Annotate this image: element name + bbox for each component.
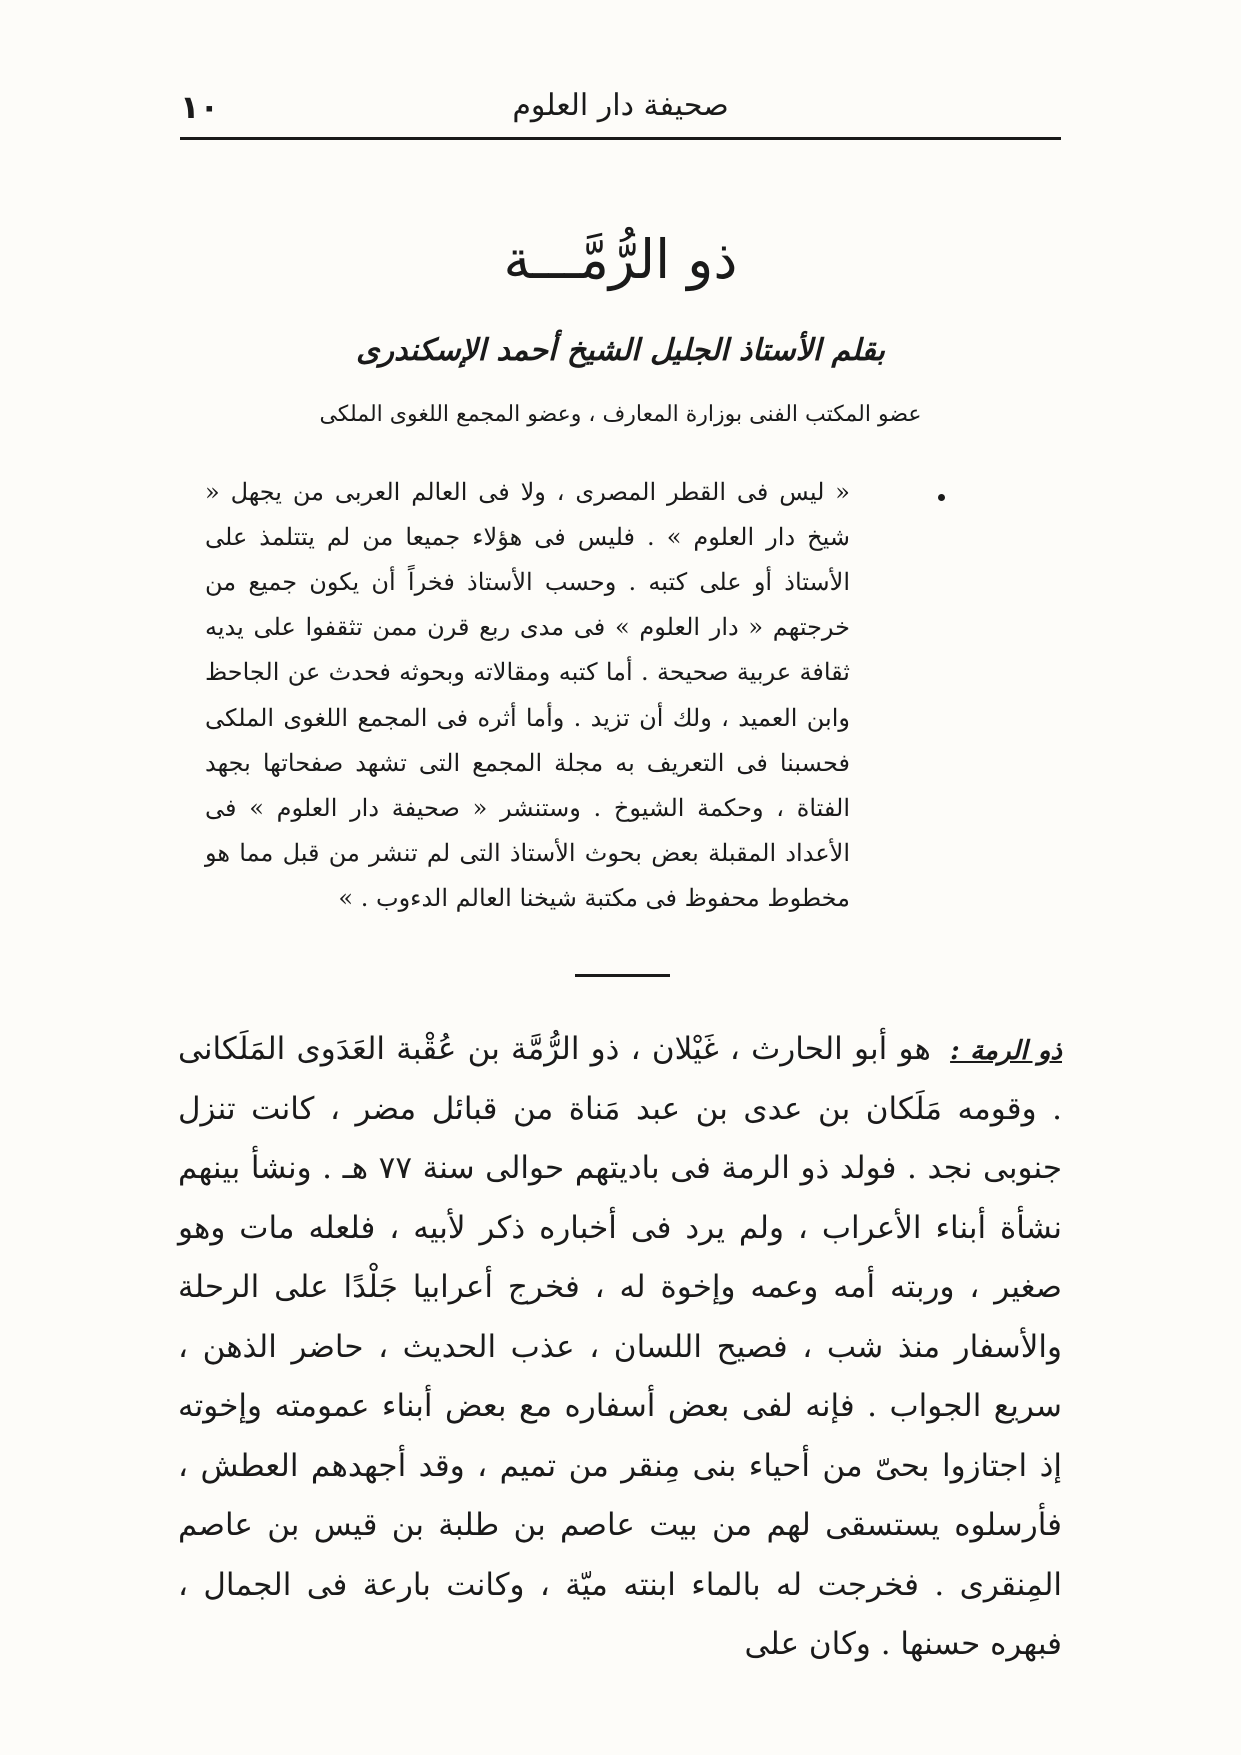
article-title: ذو الرُّمَّـــة (503, 228, 738, 291)
editor-note: « ليس فى القطر المصرى ، ولا فى العالم العربى من يجهل « شيخ دار العلوم » . فليس فى هؤلاء جميعا من لم يتتلمذ على الأستاذ أو على كتبه . وحسب الأستاذ فخراً أن يكون جميع من خرجتهم « دار العلوم » فى مدى ربع قرن ممن تثقفوا على يديه ثقافة عربية صحيحة . أما كتبه ومقالاته وبحوثه فحدث عن الجاحظ وابن العميد ، ولك أن تزيد . وأما أثره فى المجمع اللغوى الملكى فحسبنا فى التعريف به مجلة المجمع التى تشهد صفحاتها بجهد الفتاة ، وحكمة الشيوخ . وستنشر « صحيفة دار العلوم » فى الأعداد المقبلة بعض بحوث الأستاذ التى لم تنشر من قبل مما هو مخطوط محفوظ فى مكتبة شيخنا العالم الدءوب . » (205, 478, 850, 912)
body-text (178, 1020, 1062, 1675)
author-affiliation: عضو المكتب الفنى بوزارة المعارف ، وعضو المجمع اللغوى الملكى (319, 402, 922, 427)
journal-title: صحيفة دار العلوم (512, 88, 729, 123)
author-byline: بقلم الأستاذ الجليل الشيخ أحمد الإسكندرى (356, 333, 885, 368)
lead-label: ذو الرمة : (950, 1036, 1062, 1066)
section-divider (575, 974, 670, 977)
header-rule (180, 137, 1061, 140)
bullet-mark (938, 494, 945, 501)
body-paragraph: هو أبو الحارث ، غَيْلان ، ذو الرُّمَّة بن عُقْبة العَدَوى المَلَكانى . وقومه مَلَكان بن عدى بن عبد مَناة من قبائل مضر ، كانت تنزل جنوبى نجد . فولد ذو الرمة فى باديتهم حوالى سنة ٧٧ هـ . ونشأ بينهم نشأة أبناء الأعراب ، ولم يرد فى أخباره ذكر لأبيه ، فلعله مات وهو صغير ، وربته أمه وعمه وإخوة له ، فخرج أعرابيا جَلْدًا على الرحلة والأسفار منذ شب ، فصيح اللسان ، عذب الحديث ، حاضر الذهن ، سريع الجواب . فإنه لفى بعض أسفاره مع بعض أبناء عمومته وإخوته إذ اجتازوا بحىّ من أحياء بنى مِنقر من تميم ، وقد أجهدهم العطش ، فأرسلوه يستسقى لهم من بيت عاصم بن طلبة بن قيس بن عاصم المِنقرى . فخرجت له بالماء ابنته ميّة ، وكانت بارعة فى الجمال ، فبهره حسنها . وكان على (178, 1031, 1062, 1663)
page-number: ١٠ (180, 88, 220, 126)
running-head (180, 88, 1061, 138)
